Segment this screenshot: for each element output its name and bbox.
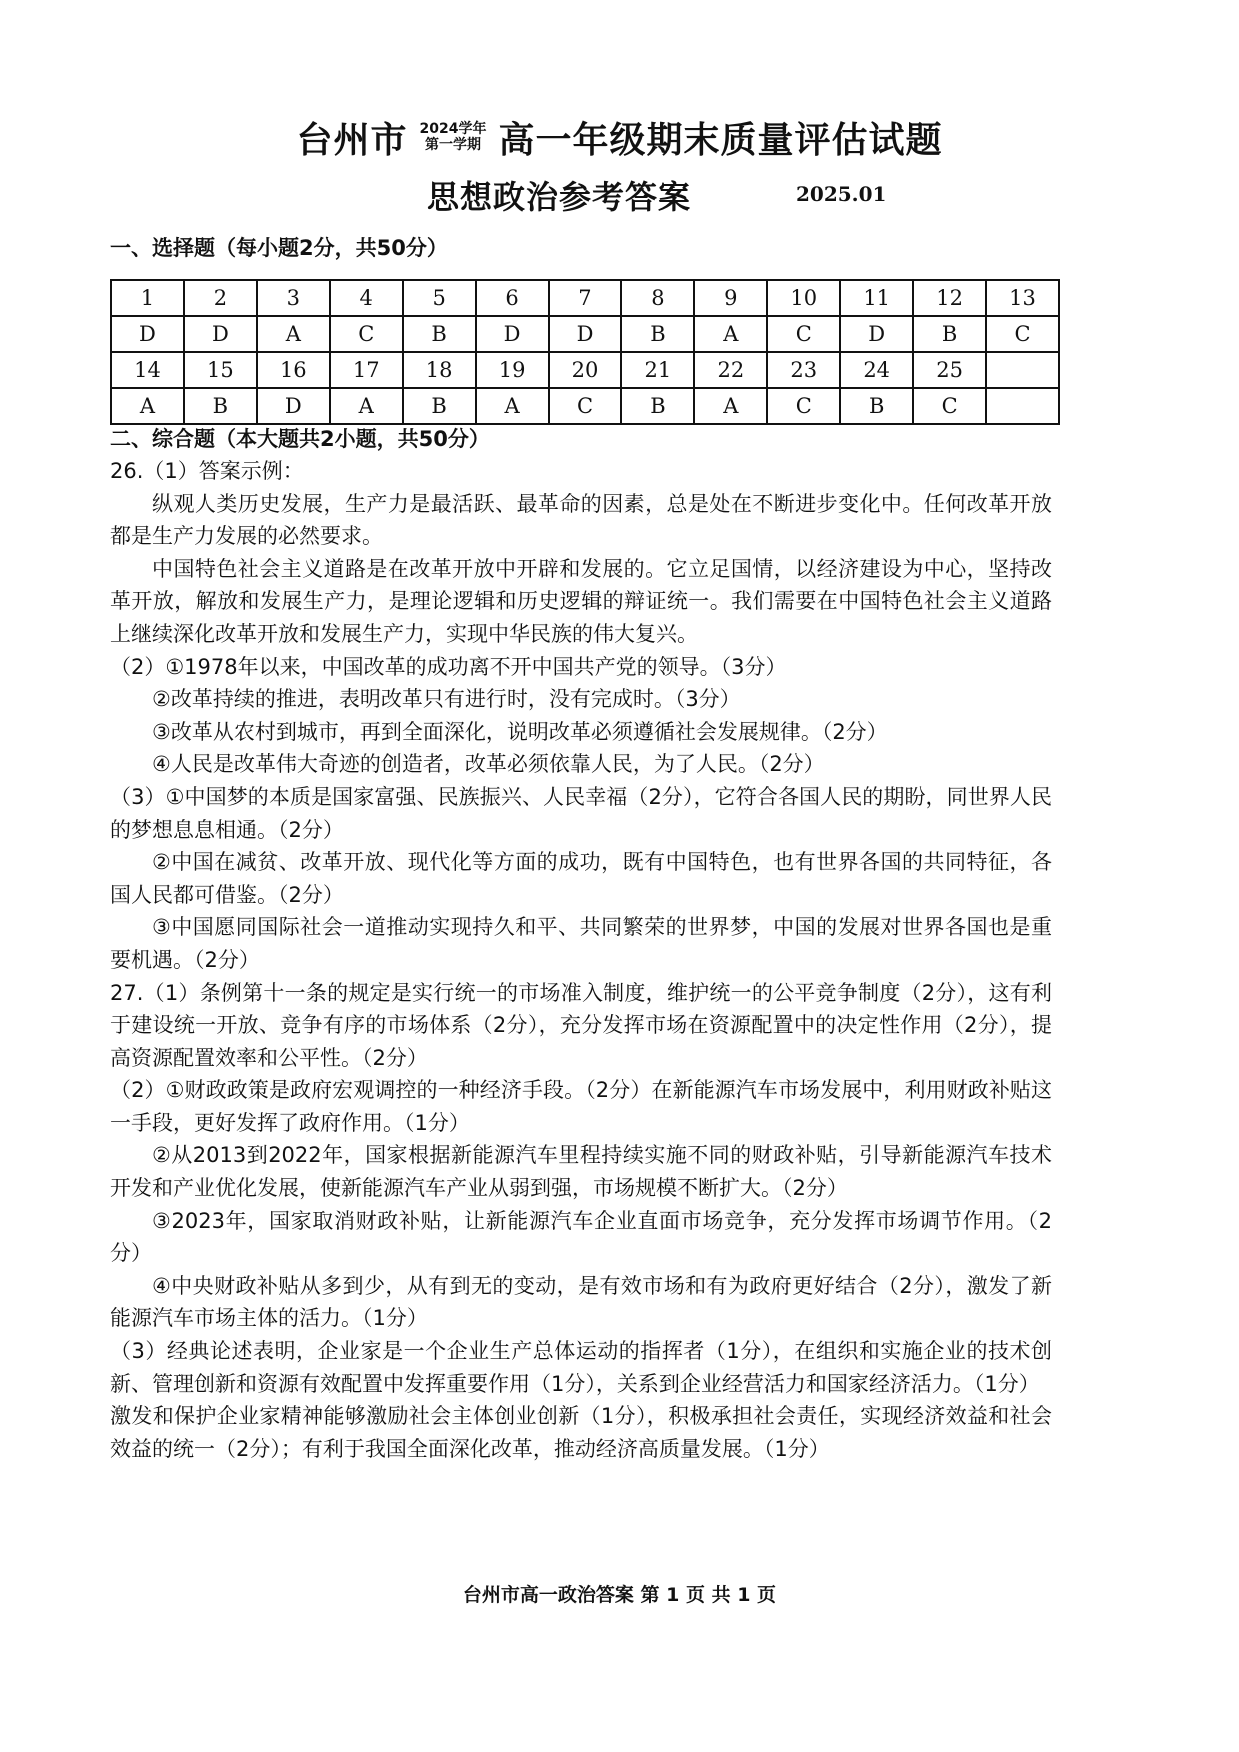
title-year-term: 2024学年 [419,121,487,137]
question-number-row [111,280,1059,316]
answer-letter-cell: D [257,388,330,424]
question-number-cell: 8 [621,280,694,316]
answer-letter-row [111,316,1059,352]
answer-paragraph: ③中国愿同国际社会一道推动实现持久和平、共同繁荣的世界梦，中国的发展对世界各国也是重要机遇。（2分） [110,915,1052,972]
answer-letter-cell: A [694,388,767,424]
answer-letter-cell: B [403,388,476,424]
answer-paragraph: （2）①财政政策是政府宏观调控的一种经济手段。（2分）在新能源汽车市场发展中，利用财政补贴这一手段，更好发挥了政府作用。（1分） [110,1078,1052,1135]
subtitle: 思想政治参考答案 [427,178,692,216]
question-number-cell: 12 [913,280,986,316]
answer-paragraph: ④中央财政补贴从多到少，从有到无的变动，是有效市场和有为政府更好结合（2分），激发了新能源汽车市场主体的活力。（1分） [110,1273,1052,1331]
title-city: 台州市 [296,119,408,161]
answer-paragraph: ②从2013到2022年，国家根据新能源汽车里程持续实施不同的财政补贴，引导新能源汽车技术开发和产业优化发展，使新能源汽车产业从弱到强，市场规模不断扩大。（2分） [110,1143,1052,1201]
term-stack [420,121,487,153]
answer-letter-cell: C [330,316,403,352]
subtitle-row [0,172,1239,216]
answer-letter-cell: A [111,388,184,424]
answer-letter-row [111,388,1059,424]
answer-letter-cell: B [184,388,257,424]
answer-letter-cell: A [694,316,767,352]
question-number-cell: 21 [621,352,694,388]
answer-letter-cell: A [257,316,330,352]
question-number-row [111,352,1059,388]
answer-letter-cell: D [549,316,622,352]
question-number-cell: 3 [257,280,330,316]
question-number-cell: 14 [111,352,184,388]
answer-letter-cell: B [621,388,694,424]
section1-heading: 一、选择题（每小题2分，共50分） [110,236,448,260]
answer-paragraph: 激发和保护企业家精神能够激励社会主体创业创新（1分），积极承担社会责任，实现经济效益和社会效益的统一（2分）；有利于我国全面深化改革，推动经济高质量发展。（1分） [110,1404,1052,1461]
answer-letter-cell: D [840,316,913,352]
question-number-cell: 15 [184,352,257,388]
answer-letter-cell: B [913,316,986,352]
question-number-cell: 1 [111,280,184,316]
exam-title-row [0,112,1239,162]
question-number-cell [986,352,1059,388]
answer-letter-cell: D [184,316,257,352]
title-semester: 第一学期 [425,137,481,153]
question-number-cell: 13 [986,280,1059,316]
answer-paragraph: 27.（1）条例第十一条的规定是实行统一的市场准入制度，维护统一的公平竞争制度（2分），这有利于建设统一开放、竞争有序的市场体系（2分），充分发挥市场在资源配置中的决定性作用（2分），提高资源配置效率和公平性。（2分） [110,980,1052,1070]
answer-letter-cell: A [330,388,403,424]
answer-letter-cell: C [986,316,1059,352]
question-number-cell: 19 [476,352,549,388]
answer-paragraph: ③改革从农村到城市，再到全面深化，说明改革必须遵循社会发展规律。（2分） [152,719,888,744]
answer-table [110,279,1060,425]
answer-letter-cell: C [767,316,840,352]
answer-letter-cell: B [621,316,694,352]
answer-paragraph: （2）①1978年以来，中国改革的成功离不开中国共产党的领导。（3分） [110,654,787,679]
question-number-cell: 25 [913,352,986,388]
answer-paragraph: （3）经典论述表明，企业家是一个企业生产总体运动的指挥者（1分），在组织和实施企业的技术创新、管理创新和资源有效配置中发挥重要作用（1分），关系到企业经营活力和国家经济活力。（1分） [110,1339,1052,1396]
answer-paragraph: ②改革持续的推进，表明改革只有进行时，没有完成时。（3分） [152,687,741,712]
answer-letter-cell: B [403,316,476,352]
answer-letter-cell: C [913,388,986,424]
exam-date: 2025.01 [796,182,887,206]
question-number-cell: 7 [549,280,622,316]
answer-letter-cell: C [767,388,840,424]
answer-paragraph: 26.（1）答案示例： [110,459,304,483]
question-number-cell: 2 [184,280,257,316]
answer-body [110,455,1052,1465]
question-number-cell: 11 [840,280,913,316]
question-number-cell: 6 [476,280,549,316]
answer-letter-cell: B [840,388,913,424]
question-number-cell: 20 [549,352,622,388]
answer-letter-cell [986,388,1059,424]
page-footer: 台州市高一政治答案 第 1 页 共 1 页 [462,1584,777,1606]
answer-paragraph: 中国特色社会主义道路是在改革开放中开辟和发展的。它立足国情，以经济建设为中心，坚持改革开放，解放和发展生产力，是理论逻辑和历史逻辑的辩证统一。我们需要在中国特色社会主义道路上继续深化改革开放和发展生产力，实现中华民族的伟大复兴。 [110,556,1052,646]
answer-letter-cell: C [549,388,622,424]
question-number-cell: 23 [767,352,840,388]
answer-paragraph: 纵观人类历史发展，生产力是最活跃、最革命的因素，总是处在不断进步变化中。任何改革开放都是生产力发展的必然要求。 [110,491,1052,549]
answer-paragraph: ④人民是改革伟大奇迹的创造者，改革必须依靠人民，为了人民。（2分） [152,752,825,777]
section2-heading: 二、综合题（本大题共2小题，共50分） [110,427,490,451]
exam-title: 高一年级期末质量评估试题 [498,119,943,161]
question-number-cell: 9 [694,280,767,316]
answer-letter-cell: D [476,316,549,352]
question-number-cell: 18 [403,352,476,388]
question-number-cell: 10 [767,280,840,316]
question-number-cell: 16 [257,352,330,388]
question-number-cell: 4 [330,280,403,316]
question-number-cell: 5 [403,280,476,316]
question-number-cell: 24 [840,352,913,388]
answer-paragraph: ③2023年，国家取消财政补贴，让新能源汽车企业直面市场竞争，充分发挥市场调节作用。（2分） [110,1208,1052,1266]
answer-letter-cell: A [476,388,549,424]
question-number-cell: 22 [694,352,767,388]
question-number-cell: 17 [330,352,403,388]
answer-letter-cell: D [111,316,184,352]
answer-paragraph: ②中国在减贫、改革开放、现代化等方面的成功，既有中国特色，也有世界各国的共同特征，各国人民都可借鉴。（2分） [110,850,1052,907]
answer-paragraph: （3）①中国梦的本质是国家富强、民族振兴、人民幸福（2分），它符合各国人民的期盼，同世界人民的梦想息息相通。（2分） [110,784,1052,842]
